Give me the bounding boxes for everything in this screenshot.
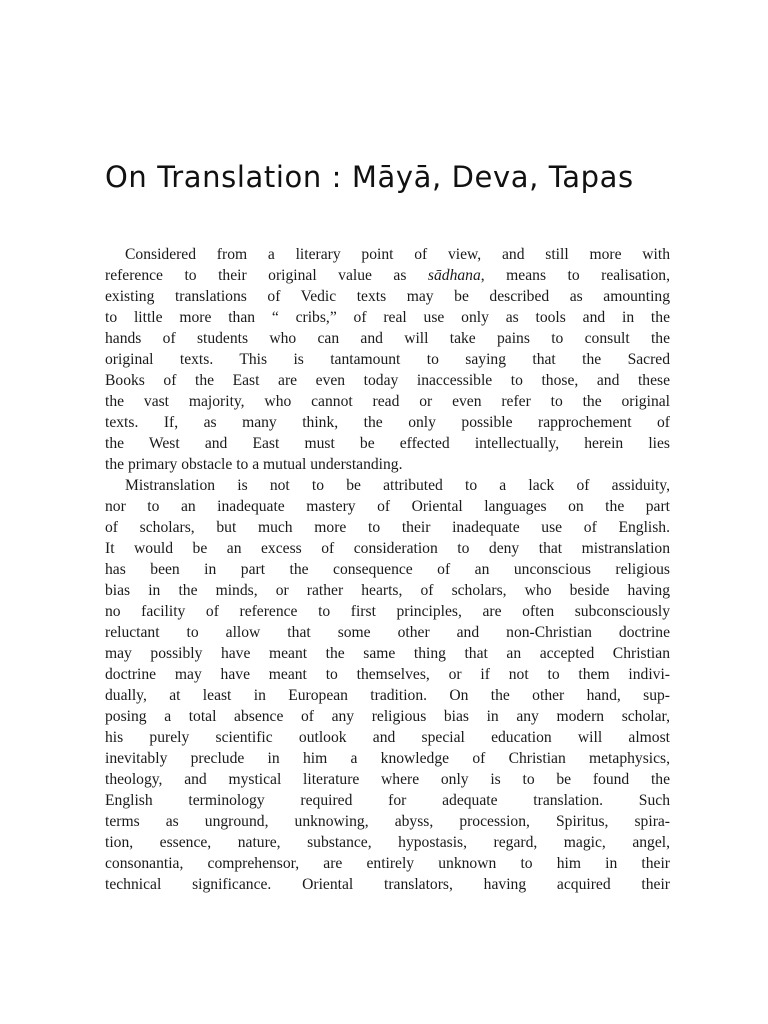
text-line: no facility of reference to first principles, are often subconsciously [105,603,670,620]
text-line: terms as unground, unknowing, abyss, procession, Spiritus, spira- [105,813,670,830]
text-line: hands of students who can and will take pains to consult the [105,330,670,347]
text-line: the vast majority, who cannot read or even refer to the original [105,393,670,410]
text-line: has been in part the consequence of an unconscious religious [105,561,670,578]
text-line [105,265,670,286]
text-line: nor to an inadequate mastery of Oriental languages on the part [105,498,670,515]
text-line: may possibly have meant the same thing that an accepted Christian [105,645,670,662]
text-line: theology, and mystical literature where only is to be found the [105,771,670,788]
text-line: of scholars, but much more to their inadequate use of English. [105,519,670,536]
text-line: English terminology required for adequate translation. Such [105,792,670,809]
text-line: technical significance. Oriental translators, having acquired their [105,876,670,893]
text-line: bias in the minds, or rather hearts, of scholars, who beside having [105,582,670,599]
page-title: On Translation : Māyā, Deva, Tapas [105,160,634,194]
text-line: tion, essence, nature, substance, hypostasis, regard, magic, angel, [105,834,670,851]
text-line: texts. If, as many think, the only possible rapprochement of [105,414,670,431]
text-segment: reference to their original value as [105,267,428,284]
text-line: to little more than “ cribs,” of real use only as tools and in the [105,309,670,326]
text-line: the primary obstacle to a mutual understanding. [105,456,403,473]
body-text [105,244,670,895]
text-line: dually, at least in European tradition. On the other hand, sup- [105,687,670,704]
text-line: It would be an excess of consideration to deny that mistranslation [105,540,670,557]
text-line: consonantia, comprehensor, are entirely unknown to him in their [105,855,670,872]
text-line: Considered from a literary point of view, and still more with [125,246,670,263]
text-line: Books of the East are even today inaccessible to those, and these [105,372,670,389]
text-line: Mistranslation is not to be attributed to a lack of assiduity, [125,477,670,494]
text-line: reluctant to allow that some other and non-Christian doctrine [105,624,670,641]
text-line: existing translations of Vedic texts may be described as amounting [105,288,670,305]
text-segment: , means to realisation, [480,267,670,284]
text-line: his purely scientific outlook and special education will almost [105,729,670,746]
text-line: doctrine may have meant to themselves, or if not to them indivi- [105,666,670,683]
italic-term: sādhana [427,267,481,284]
text-line: inevitably preclude in him a knowledge of Christian metaphysics, [105,750,670,767]
text-line: posing a total absence of any religious bias in any modern scholar, [105,708,670,725]
text-line: the West and East must be effected intellectually, herein lies [105,435,670,452]
text-line: original texts. This is tantamount to saying that the Sacred [105,351,670,368]
